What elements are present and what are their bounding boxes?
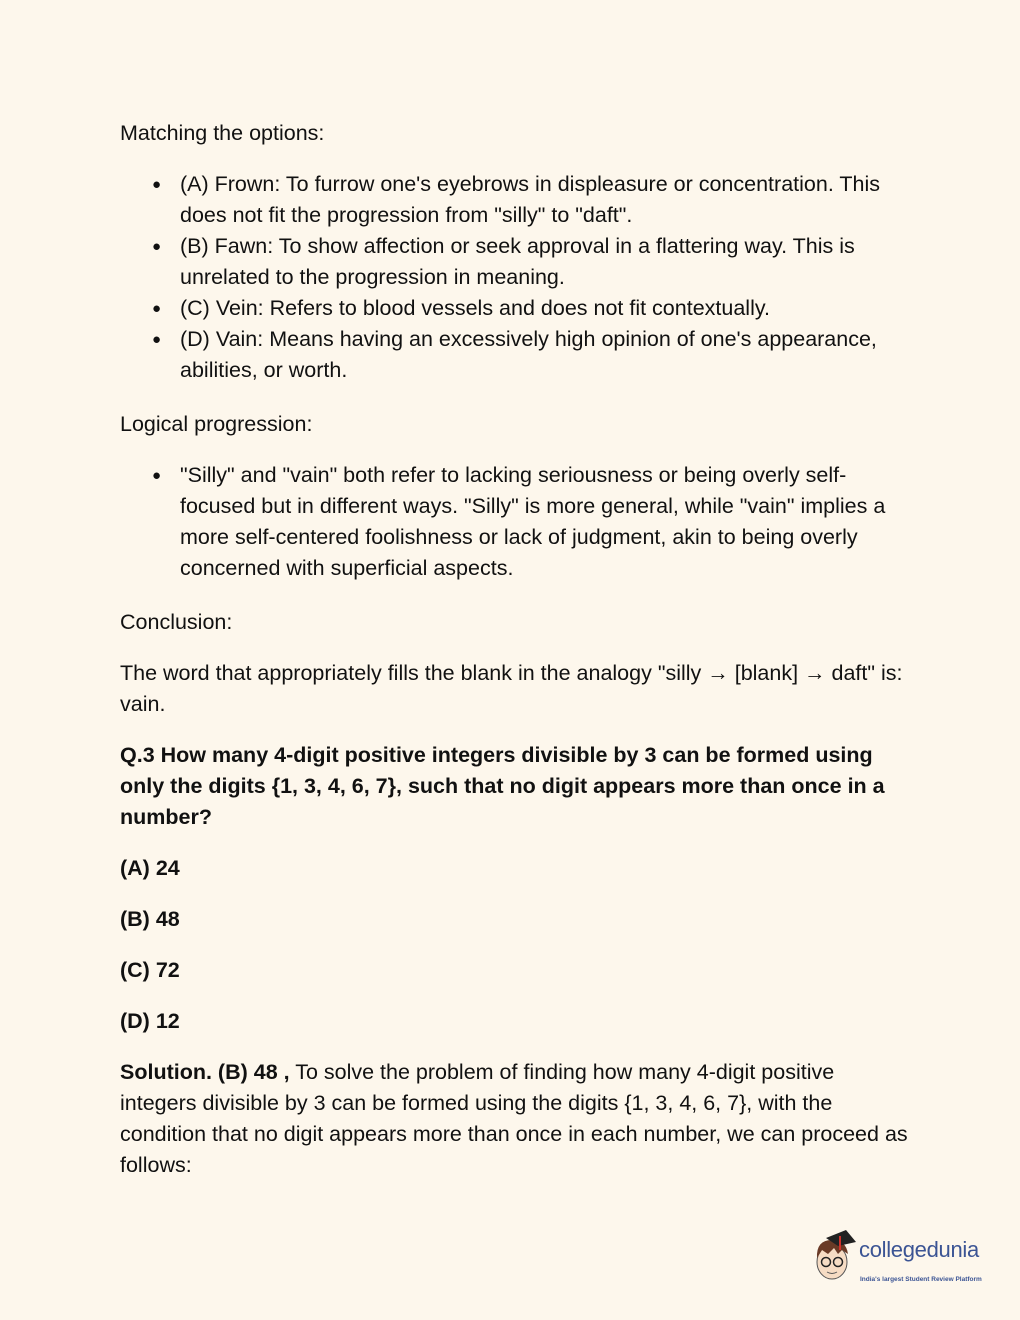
option-b: (B) 48 (120, 907, 180, 931)
list-item: ● (C) Vein: Refers to blood vessels and does not fit contextually. (180, 293, 910, 324)
solution (120, 1057, 910, 1181)
collegedunia-logo (812, 1228, 987, 1284)
solution-label: Solution. (B) 48 , (120, 1060, 290, 1084)
conclusion-heading: Conclusion: (120, 610, 233, 634)
conclusion-text: The word that appropriately fills the blank in the analogy "silly → [blank] → daft" is: vain. (120, 661, 903, 716)
logical-heading: Logical progression: (120, 412, 313, 436)
matching-heading: Matching the options: (120, 121, 325, 145)
logo-tagline: India's largest Student Review Platform (860, 1276, 982, 1283)
matching-list (120, 169, 910, 386)
list-item: ● (D) Vain: Means having an excessively high opinion of one's appearance, abilities, or worth. (180, 324, 910, 386)
option-a: (A) 24 (120, 856, 180, 880)
question-text: Q.3 How many 4-digit positive integers divisible by 3 can be formed using only the digits {1, 3, 4, 6, 7}, such that no digit appears more than once in a number? (120, 743, 885, 829)
logical-list (120, 460, 910, 584)
document-body (120, 118, 910, 1201)
list-item: ● (A) Frown: To furrow one's eyebrows in displeasure or concentration. This does not fit the progression from "silly" to "daft". (180, 169, 910, 231)
solution-text: To solve the problem of finding how many 4-digit positive integers divisible by 3 can be formed using the digits {1, 3, 4, 6, 7}, with the condition that no digit appears more than once in each number, we can proceed as follows: (120, 1060, 908, 1177)
list-item: ● (B) Fawn: To show affection or seek approval in a flattering way. This is unrelated to the progression in meaning. (180, 231, 910, 293)
logo-brand: collegedunia (859, 1237, 979, 1262)
option-c: (C) 72 (120, 958, 180, 982)
list-item: ● "Silly" and "vain" both refer to lacking seriousness or being overly self-focused but in different ways. "Silly" is more general, while "vain" implies a more self-centered foolishness or lack of judgment, akin to being overly concerned with superficial aspects. (180, 460, 910, 584)
option-d: (D) 12 (120, 1009, 180, 1033)
mascot-icon (812, 1228, 858, 1284)
